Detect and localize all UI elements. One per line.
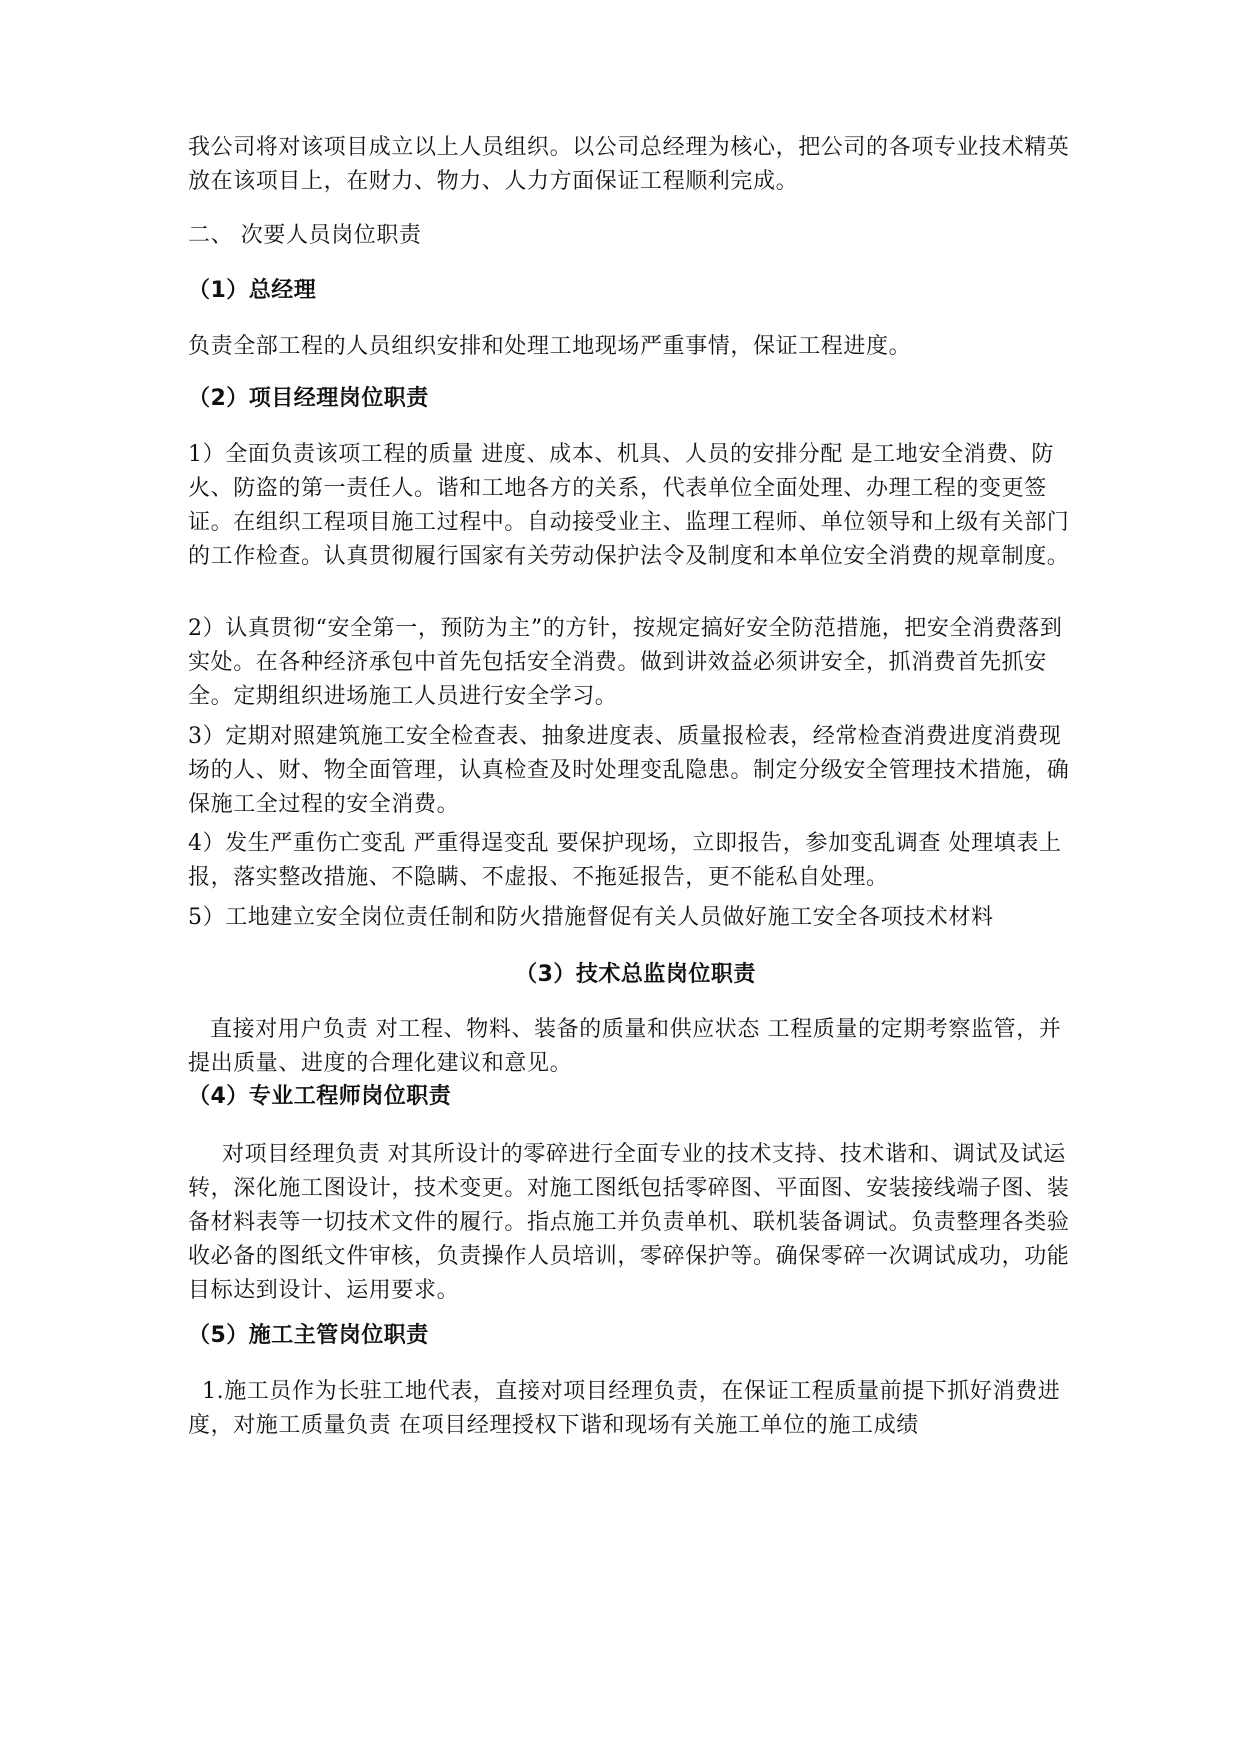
s5-title: （5）施工主管岗位职责 bbox=[188, 1323, 429, 1348]
s4-title: （4）专业工程师岗位职责 bbox=[188, 1084, 452, 1109]
s5-body: 1.施工员作为长驻工地代表，直接对项目经理负责，在保证工程质量前提下抓好消费进度，对施工质量负责 在项目经理授权下谐和现场有关施工单位的施工成绩 bbox=[188, 1379, 1061, 1438]
s1-body: 负责全部工程的人员组织安排和处理工地现场严重事情，保证工程进度。 bbox=[188, 334, 912, 359]
s3-body: 直接对用户负责 对工程、物料、装备的质量和供应状态 工程质量的定期考察监管，并提出质量、进度的合理化建议和意见。 bbox=[188, 1017, 1062, 1076]
section-two-heading: 二、 次要人员岗位职责 bbox=[188, 223, 422, 248]
s2-item-1: 1）全面负责该项工程的质量 进度、成本、机具、人员的安排分配 是工地安全消费、防火、防盗的第一责任人。谐和工地各方的关系，代表单位全面处理、办理工程的变更签证。在组织工程项目施工过程中。自动接受业主、监理工程师、单位领导和上级有关部门的工作检查。认真贯彻履行国家有关劳动保护法令及制度和本单位安全消费的规章制度。 bbox=[188, 442, 1070, 569]
s2-item-3: 3）定期对照建筑施工安全检查表、抽象进度表、质量报检表，经常检查消费进度消费现场的人、财、物全面管理，认真检查及时处理变乱隐患。制定分级安全管理技术措施，确保施工全过程的安全消费。 bbox=[188, 724, 1070, 817]
s2-item-2: 2）认真贯彻“安全第一，预防为主”的方针，按规定搞好安全防范措施，把安全消费落到实处。在各种经济承包中首先包括安全消费。做到讲效益必须讲安全，抓消费首先抓安全。定期组织进场施工人员进行安全学习。 bbox=[188, 616, 1063, 709]
s1-title: （1）总经理 bbox=[188, 278, 317, 303]
s2-item-5: 5）工地建立安全岗位责任制和防火措施督促有关人员做好施工安全各项技术材料 bbox=[188, 905, 994, 930]
s2-title: （2）项目经理岗位职责 bbox=[188, 386, 429, 411]
intro-paragraph: 我公司将对该项目成立以上人员组织。以公司总经理为核心，把公司的各项专业技术精英放在该项目上，在财力、物力、人力方面保证工程顺利完成。 bbox=[188, 135, 1070, 194]
s2-item-4: 4）发生严重伤亡变乱 严重得逞变乱 要保护现场，立即报告，参加变乱调查 处理填表上报，落实整改措施、不隐瞒、不虚报、不拖延报告，更不能私自处理。 bbox=[188, 831, 1062, 890]
s4-body: 对项目经理负责 对其所设计的零碎进行全面专业的技术支持、技术谐和、调试及试运转，深化施工图设计，技术变更。对施工图纸包括零碎图、平面图、安装接线端子图、装备材料表等一切技术文件的履行。指点施工并负责单机、联机装备调试。负责整理各类验收必备的图纸文件审核，负责操作人员培训，零碎保护等。确保零碎一次调试成功，功能目标达到设计、运用要求。 bbox=[188, 1142, 1070, 1303]
s3-title: （3）技术总监岗位职责 bbox=[515, 962, 756, 987]
